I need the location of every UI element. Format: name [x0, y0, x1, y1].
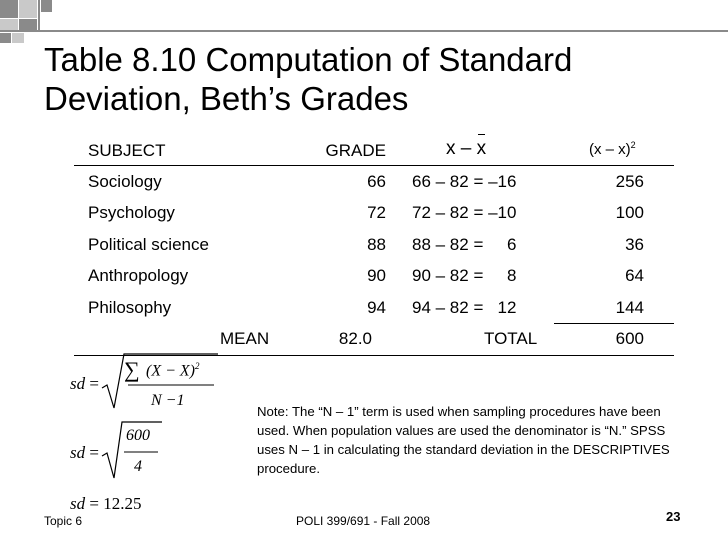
header-grade: GRADE — [325, 141, 386, 160]
cell-squared: 36 — [625, 234, 644, 254]
formula-sd-label — [70, 374, 99, 394]
header-deviation-minus: – — [460, 138, 472, 159]
formula-sd-label — [70, 443, 99, 463]
footer-course: POLI 399/691 - Fall 2008 — [296, 514, 431, 528]
cell-deviation: 66 – 82 = –16 — [412, 171, 517, 191]
table-row — [74, 260, 674, 292]
header-squared-exponent: 2 — [630, 140, 636, 150]
substitution-numerator: 600 — [126, 427, 150, 444]
cell-grade: 88 — [367, 234, 386, 254]
decor-square — [41, 0, 52, 12]
slide-title — [44, 40, 684, 118]
total-label: TOTAL — [484, 329, 538, 348]
equals-sign: = — [89, 494, 99, 513]
decor-square — [0, 19, 18, 30]
cell-subject: Political science — [88, 234, 209, 254]
cell-squared: 64 — [625, 266, 644, 285]
cell-squared: 144 — [615, 297, 644, 317]
table-row — [74, 166, 674, 198]
title-line-1: Table 8.10 Computation of Standard — [44, 41, 573, 78]
cell-squared: 256 — [615, 171, 644, 191]
header-subject: SUBJECT — [88, 141, 166, 160]
cell-deviation: 90 – 82 = 8 — [412, 266, 517, 285]
cell-subject: Psychology — [88, 203, 175, 222]
table-header-row — [74, 134, 674, 166]
page-number: 23 — [666, 509, 681, 524]
decor-square — [19, 19, 37, 30]
numerator-text: (X − X) — [146, 362, 195, 380]
decor-square — [19, 0, 37, 18]
title-line-2: Deviation, Beth’s Grades — [44, 80, 409, 117]
cell-grade: 66 — [367, 171, 386, 191]
mean-label: MEAN — [220, 329, 270, 348]
sigma-symbol: ∑ — [124, 357, 140, 382]
equals-sign: = — [89, 374, 99, 393]
summary-row — [74, 323, 674, 355]
numerator-exponent: 2 — [195, 361, 200, 371]
cell-squared: 100 — [615, 203, 644, 222]
decor-square — [0, 33, 11, 43]
grades-table — [74, 134, 674, 355]
header-deviation-mean: x — [476, 138, 487, 159]
decor-vertical-rule — [38, 0, 40, 30]
header-deviation — [446, 138, 486, 160]
sd-symbol: sd — [70, 374, 86, 393]
table-row — [74, 292, 674, 324]
cell-subject: Philosophy — [88, 297, 172, 317]
sd-symbol: sd — [70, 494, 86, 513]
cell-grade: 72 — [367, 203, 386, 222]
formula-denominator: N −1 — [151, 392, 185, 409]
cell-subject: Anthropology — [88, 266, 189, 285]
table-row — [74, 197, 674, 229]
decor-square — [12, 33, 24, 43]
header-squared-deviation — [589, 140, 636, 158]
decor-horizontal-rule — [0, 30, 728, 32]
formula-sd-label — [70, 494, 141, 514]
sd-symbol: sd — [70, 443, 86, 462]
decor-square — [0, 0, 18, 18]
equals-sign: = — [89, 443, 99, 462]
header-squared-text: (x – x) — [589, 141, 631, 158]
cell-deviation: 88 – 82 = 6 — [412, 234, 517, 254]
table-row — [74, 229, 674, 261]
result-value: 12.25 — [103, 494, 142, 513]
cell-subject: Sociology — [88, 171, 162, 191]
mean-value: 82.0 — [338, 329, 372, 348]
total-value: 600 — [615, 329, 644, 348]
header-deviation-x: x — [446, 138, 456, 159]
footer-topic: Topic 6 — [44, 514, 83, 528]
formula-numerator — [146, 361, 200, 380]
cell-grade: 94 — [367, 297, 386, 317]
cell-deviation: 94 – 82 = 12 — [412, 297, 517, 317]
cell-deviation: 72 – 82 = –10 — [412, 203, 517, 222]
note-text: Note: The “N – 1” term is used when sampling procedures have been used. When population values are used the denominator is “N.” SPSS uses N – 1 in calculating the standard deviation in the DESCRIPTIVES procedure. — [257, 404, 670, 476]
cell-grade: 90 — [367, 266, 386, 285]
substitution-denominator: 4 — [134, 458, 142, 475]
